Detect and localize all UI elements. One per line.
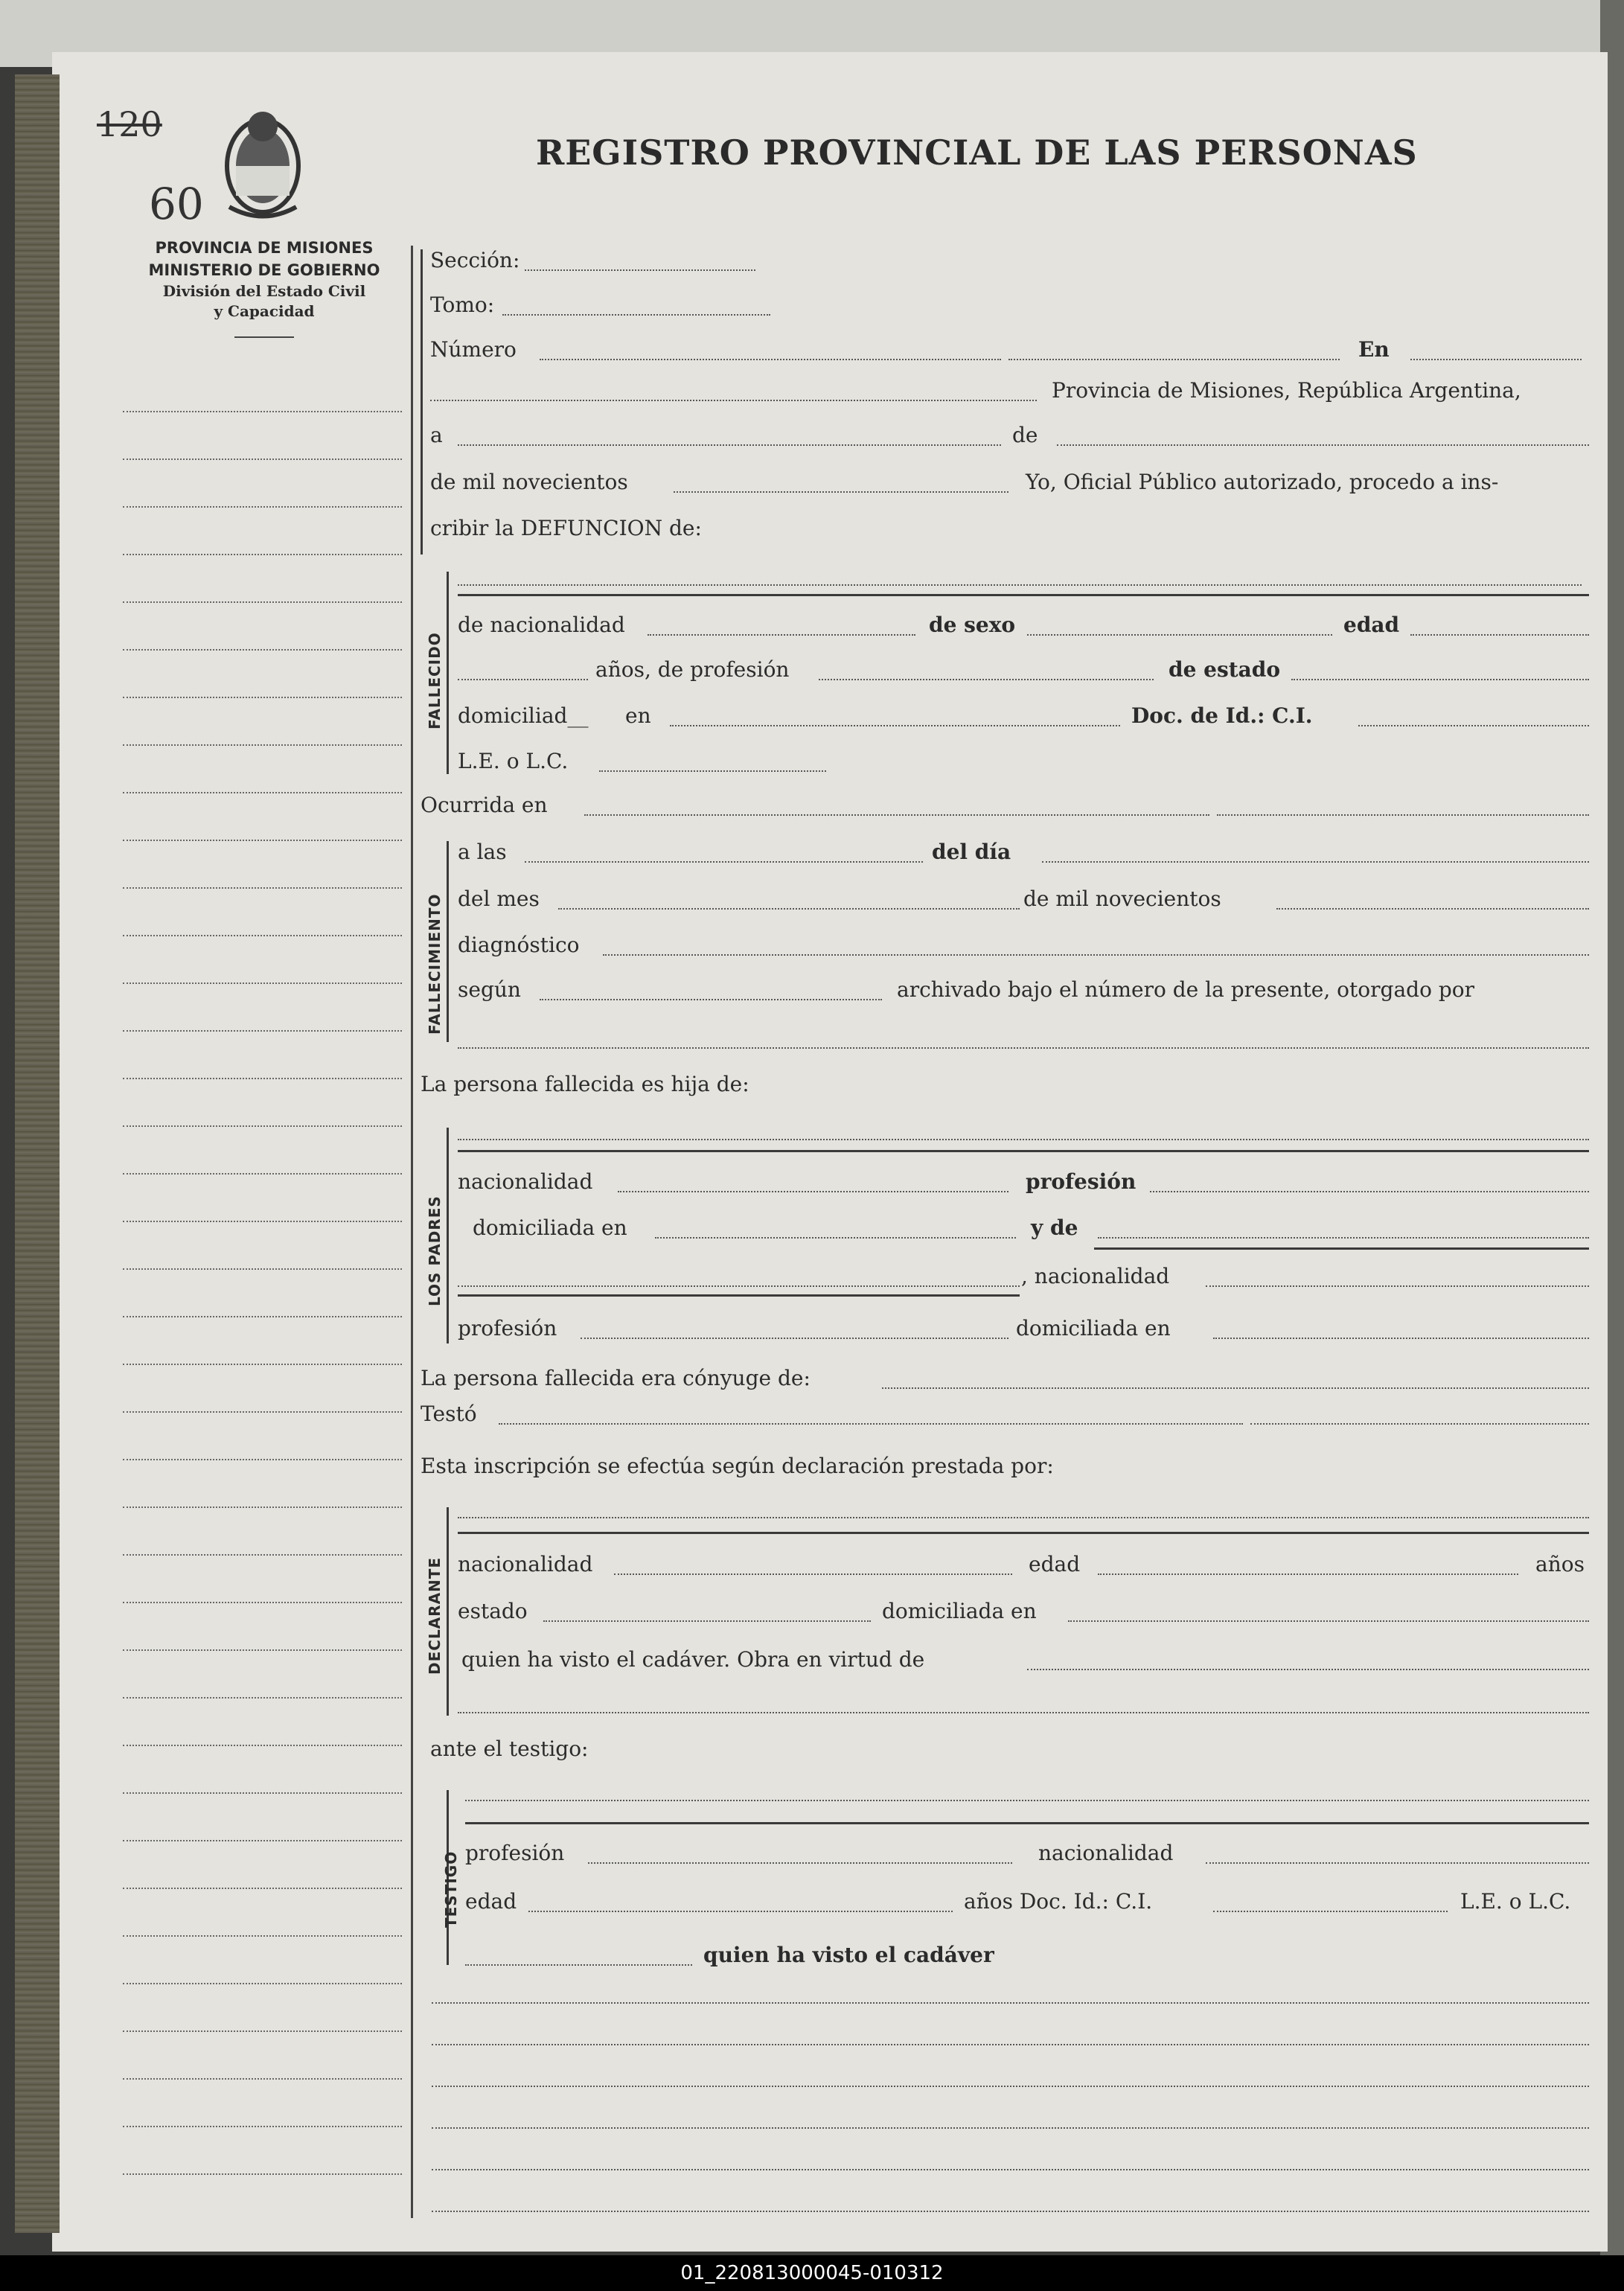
fallecido-nombre-rule <box>458 594 1589 596</box>
margin-line[interactable] <box>123 1316 402 1317</box>
madre-nombre-rule <box>1094 1247 1589 1250</box>
margin-line[interactable] <box>123 1745 402 1746</box>
hija-de-label: La persona fallecida es hija de: <box>421 1072 749 1096</box>
org-underline <box>234 336 294 338</box>
padres-bar <box>447 1128 449 1343</box>
del-dia-label: del día <box>932 840 1011 864</box>
declarante-estado-label: estado <box>458 1599 528 1623</box>
testigo-le-lc-field[interactable] <box>465 1964 692 1966</box>
header-bar <box>421 249 423 555</box>
margin-line[interactable] <box>123 2078 402 2080</box>
issuing-organization <box>127 237 402 344</box>
notes-line[interactable] <box>432 2002 1589 2004</box>
ocurrida-field-2[interactable] <box>1217 814 1589 816</box>
margin-line[interactable] <box>123 1697 402 1699</box>
image-id: 01_220813000045-010312 <box>0 2255 1624 2291</box>
testo-label: Testó <box>421 1402 477 1426</box>
label-declarante: DECLARANTE <box>426 1556 444 1675</box>
mes-field[interactable] <box>1057 444 1589 446</box>
ci-field[interactable] <box>1358 725 1589 726</box>
margin-line[interactable] <box>123 1602 402 1603</box>
en-field[interactable] <box>1410 359 1582 360</box>
madre-profesion-label: profesión <box>458 1316 557 1341</box>
seccion-field[interactable] <box>525 269 755 271</box>
org-capacity: y Capacidad <box>214 302 315 320</box>
margin-line[interactable] <box>123 649 402 651</box>
declarante-domicilio-field[interactable] <box>1068 1620 1589 1622</box>
declarante-nacionalidad-label: nacionalidad <box>458 1552 593 1576</box>
testigo-nacionalidad-field[interactable] <box>1206 1862 1589 1864</box>
anio-fallecimiento-field[interactable] <box>1276 908 1589 910</box>
tomo-field[interactable] <box>502 314 770 316</box>
nacionalidad-label: de nacionalidad <box>458 613 625 637</box>
testigo-nombre-rule <box>465 1822 1589 1824</box>
margin-line[interactable] <box>123 697 402 698</box>
mil-nov-label: de mil novecientos <box>1023 886 1221 911</box>
margin-line[interactable] <box>123 1411 402 1413</box>
madre-nombre-cont-rule <box>458 1294 1020 1297</box>
dia-fallecimiento-field[interactable] <box>1042 861 1589 863</box>
fallecido-bar <box>447 572 449 774</box>
coat-of-arms-icon <box>214 95 311 222</box>
struck-page-number: 120 <box>97 104 162 144</box>
margin-line[interactable] <box>123 982 402 984</box>
declarante-estado-field[interactable] <box>543 1620 871 1622</box>
de-label: de <box>1012 423 1038 447</box>
margin-line[interactable] <box>123 2126 402 2127</box>
margin-line[interactable] <box>123 887 402 889</box>
margin-line[interactable] <box>123 1459 402 1460</box>
padre-nacionalidad-label: nacionalidad <box>458 1169 593 1194</box>
testo-field[interactable] <box>499 1423 1243 1425</box>
margin-line[interactable] <box>123 1935 402 1937</box>
ante-testigo-label: ante el testigo: <box>430 1736 589 1761</box>
estado-field[interactable] <box>1291 679 1589 680</box>
fallecimiento-bar <box>447 841 449 1042</box>
tomo-label: Tomo: <box>430 293 495 317</box>
margin-line[interactable] <box>123 1173 402 1175</box>
padre-nacionalidad-field[interactable] <box>618 1191 1008 1192</box>
domiciliad-label: domiciliad__ <box>458 703 589 728</box>
madre-nombre-cont-field[interactable] <box>458 1285 1020 1287</box>
ocurrida-label: Ocurrida en <box>421 793 548 817</box>
margin-line[interactable] <box>123 506 402 508</box>
testigo-ci-field[interactable] <box>1213 1911 1448 1912</box>
declarante-edad-field[interactable] <box>1098 1573 1518 1575</box>
anos-profesion-label: años, de profesión <box>595 657 790 682</box>
y-de-label: y de <box>1031 1215 1078 1240</box>
numero-field[interactable] <box>540 359 1001 360</box>
page-number: 60 <box>149 179 204 229</box>
margin-line[interactable] <box>123 601 402 603</box>
testigo-profesion-label: profesión <box>465 1841 565 1865</box>
notes-line[interactable] <box>432 2127 1589 2129</box>
madre-nacionalidad-label: , nacionalidad <box>1021 1264 1170 1288</box>
le-lc-field[interactable] <box>599 770 826 772</box>
margin-line[interactable] <box>123 1125 402 1127</box>
conyuge-field[interactable] <box>882 1387 1589 1389</box>
margin-line[interactable] <box>123 1983 402 1984</box>
certificado-field[interactable] <box>540 999 882 1000</box>
testigo-le-lc-label: L.E. o L.C. <box>1460 1889 1571 1914</box>
margin-line[interactable] <box>123 458 402 460</box>
lugar-field[interactable] <box>430 400 1037 401</box>
testigo-quien-text: quien ha visto el cadáver <box>703 1943 994 1967</box>
profesion-field[interactable] <box>819 679 1154 680</box>
a-label: a <box>430 423 443 447</box>
ocurrida-field[interactable] <box>584 814 1209 816</box>
org-province: PROVINCIA DE MISIONES <box>155 239 374 257</box>
le-lc-label: L.E. o L.C. <box>458 749 569 773</box>
label-testigo: TESTIGO <box>442 1850 460 1928</box>
archivado-text: archivado bajo el número de la presente, otorgado por <box>897 977 1474 1002</box>
sexo-field[interactable] <box>1027 634 1332 636</box>
diagnostico-field[interactable] <box>603 954 1589 956</box>
notes-line[interactable] <box>432 2211 1589 2212</box>
margin-line[interactable] <box>123 1221 402 1222</box>
margin-line[interactable] <box>123 554 402 555</box>
edad-field[interactable] <box>1410 634 1589 636</box>
madre-domicilio-label: domiciliada en <box>1016 1316 1171 1341</box>
notes-line[interactable] <box>432 2044 1589 2045</box>
testigo-edad-label: edad <box>465 1889 517 1914</box>
notes-line[interactable] <box>432 2086 1589 2087</box>
declarante-nombre-rule <box>458 1532 1589 1534</box>
sexo-label: de sexo <box>929 613 1016 637</box>
notes-line[interactable] <box>432 2169 1589 2170</box>
margin-rule <box>411 246 413 2218</box>
margin-line[interactable] <box>123 1506 402 1508</box>
testigo-edad-field[interactable] <box>528 1911 953 1912</box>
margin-line[interactable] <box>123 1078 402 1079</box>
padre-nombre-rule <box>458 1150 1589 1152</box>
domicilio-en-label: en <box>625 703 651 728</box>
testigo-profesion-field[interactable] <box>588 1862 1012 1864</box>
testo-field-2[interactable] <box>1250 1423 1589 1425</box>
margin-line[interactable] <box>123 1792 402 1794</box>
mes-fallecimiento-field[interactable] <box>558 908 1020 910</box>
madre-profesion-field[interactable] <box>581 1338 1008 1339</box>
seccion-label: Sección: <box>430 248 520 272</box>
fallecido-nombre-field[interactable] <box>458 584 1582 586</box>
oficial-text: Yo, Oficial Público autorizado, procedo a ins- <box>1026 470 1499 494</box>
doc-label: Doc. de Id.: C.I. <box>1131 703 1313 728</box>
hora-field[interactable] <box>525 861 923 863</box>
declarante-bar <box>447 1507 449 1716</box>
madre-domicilio-field[interactable] <box>1213 1338 1589 1339</box>
otorgado-por-field[interactable] <box>458 1047 1589 1049</box>
label-fallecido: FALLECIDO <box>426 632 444 729</box>
dia-field[interactable] <box>458 444 1001 446</box>
margin-line[interactable] <box>123 1554 402 1556</box>
nacionalidad-field[interactable] <box>648 634 915 636</box>
a-las-label: a las <box>458 840 507 864</box>
testigo-doc-label: años Doc. Id.: C.I. <box>964 1889 1153 1914</box>
document-title: REGISTRO PROVINCIAL DE LAS PERSONAS <box>536 132 1418 173</box>
numero-label: Número <box>430 337 517 362</box>
declarante-domicilio-label: domiciliada en <box>882 1599 1037 1623</box>
margin-line[interactable] <box>123 744 402 746</box>
madre-nacionalidad-field[interactable] <box>1206 1285 1589 1287</box>
margin-line[interactable] <box>123 840 402 841</box>
domicilio-field[interactable] <box>670 725 1120 726</box>
declarante-nombre-field[interactable] <box>458 1517 1589 1518</box>
testigo-nombre-field[interactable] <box>465 1800 1589 1801</box>
en-label: En <box>1358 337 1390 362</box>
margin-line[interactable] <box>123 2030 402 2032</box>
mil-novecientos-label: de mil novecientos <box>430 470 628 494</box>
provincia-label: Provincia de Misiones, República Argentina, <box>1052 378 1521 403</box>
label-padres: LOS PADRES <box>426 1195 444 1306</box>
margin-line[interactable] <box>123 1364 402 1365</box>
inscribir-text: cribir la DEFUNCION de: <box>430 516 702 540</box>
inscripcion-text: Esta inscripción se efectúa según declaración prestada por: <box>421 1454 1054 1478</box>
padre-profesion-label: profesión <box>1026 1169 1137 1194</box>
padre-nombre-field[interactable] <box>458 1139 1589 1140</box>
margin-line[interactable] <box>123 935 402 936</box>
margin-line[interactable] <box>123 1030 402 1032</box>
org-ministry: MINISTERIO DE GOBIERNO <box>148 261 380 279</box>
segun-label: según <box>458 977 521 1002</box>
declarante-nacionalidad-field[interactable] <box>614 1573 1012 1575</box>
label-fallecimiento: FALLECIMIENTO <box>426 893 444 1035</box>
margin-line[interactable] <box>123 2173 402 2175</box>
margin-line[interactable] <box>123 792 402 793</box>
edad-label: edad <box>1343 613 1400 637</box>
estado-label: de estado <box>1169 657 1281 682</box>
madre-nombre-field[interactable] <box>1098 1237 1589 1239</box>
del-mes-label: del mes <box>458 886 540 911</box>
margin-line[interactable] <box>123 411 402 412</box>
margin-line[interactable] <box>123 1888 402 1889</box>
numero-field-2[interactable] <box>1008 359 1340 360</box>
padre-domicilio-label: domiciliada en <box>473 1215 627 1240</box>
book-binding <box>15 74 60 2233</box>
padre-domicilio-field[interactable] <box>655 1237 1016 1239</box>
padre-profesion-field[interactable] <box>1150 1191 1589 1192</box>
obra-en-virtud-field[interactable] <box>1027 1669 1589 1670</box>
margin-line[interactable] <box>123 1649 402 1651</box>
margin-line[interactable] <box>123 1840 402 1841</box>
testigo-nacionalidad-label: nacionalidad <box>1038 1841 1174 1865</box>
declarante-anos-label: años <box>1535 1552 1585 1576</box>
margin-line[interactable] <box>123 1268 402 1270</box>
diagnostico-label: diagnóstico <box>458 933 580 957</box>
org-division: División del Estado Civil <box>162 282 366 300</box>
conyuge-label: La persona fallecida era cónyuge de: <box>421 1366 811 1390</box>
declarante-quien-text: quien ha visto el cadáver. Obra en virtud de <box>461 1647 925 1672</box>
declarante-extra-field[interactable] <box>458 1712 1589 1713</box>
anio-field[interactable] <box>674 491 1008 493</box>
declarante-edad-label: edad <box>1029 1552 1081 1576</box>
anos-field[interactable] <box>458 679 588 680</box>
